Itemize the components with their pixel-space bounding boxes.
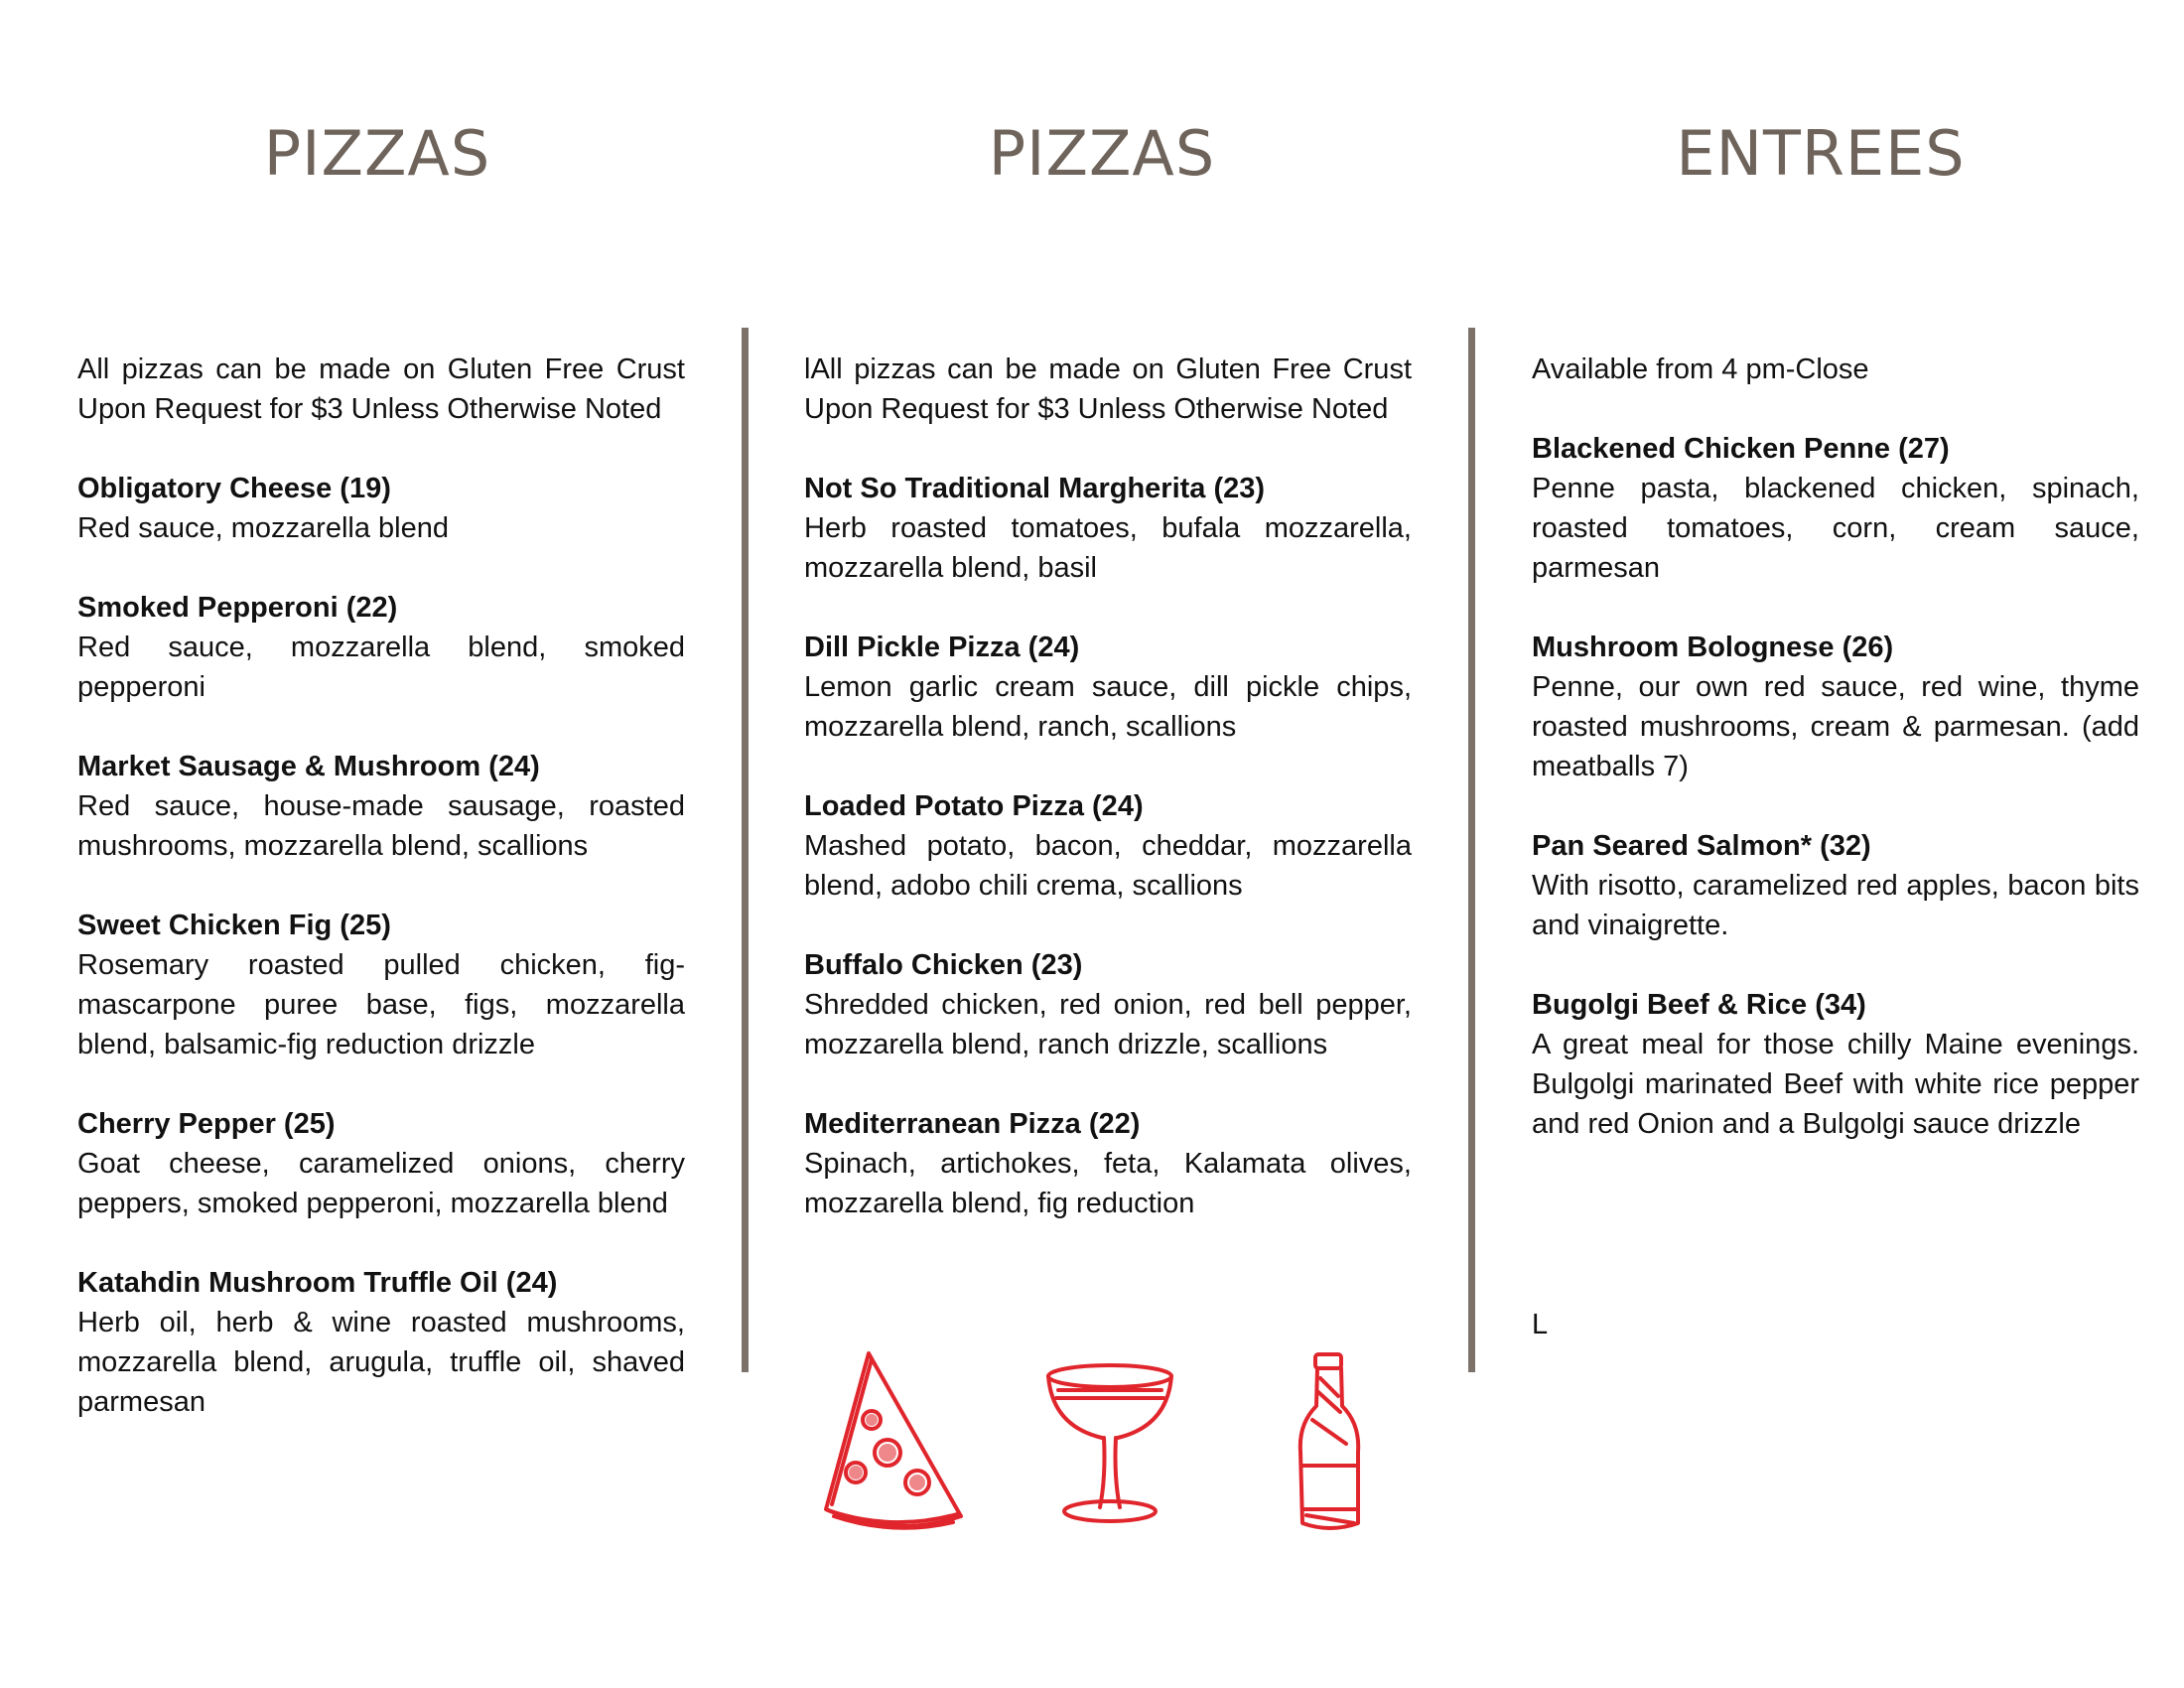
menu-item [77, 747, 685, 866]
menu-item-name: Smoked Pepperoni (22) [77, 592, 398, 624]
menu-item-name: Pan Seared Salmon* (32) [1532, 830, 1871, 862]
menu-item [804, 1104, 1412, 1223]
menu-item-desc: Shredded chicken, red onion, red bell pepper, mozzarella blend, ranch drizzle, scallions [804, 989, 1412, 1060]
menu-item-desc: Red sauce, house-made sausage, roasted mushrooms, mozzarella blend, scallions [77, 790, 685, 862]
menu-item-desc: Penne pasta, blackened chicken, spinach, roasted tomatoes, corn, cream sauce, parmesan [1532, 473, 2139, 584]
menu-item [804, 469, 1412, 588]
stray-letter: L [1532, 1309, 1549, 1340]
menu-item-name: Buffalo Chicken (23) [804, 949, 1083, 981]
menu-item-desc: Mashed potato, bacon, cheddar, mozzarella blend, adobo chili crema, scallions [804, 830, 1412, 902]
column-title-pizzas-2: PIZZAS [988, 117, 1216, 190]
menu-item-desc: Rosemary roasted pulled chicken, fig-mascarpone puree base, figs, mozzarella blend, balsamic-fig reduction drizzle [77, 949, 685, 1060]
pizza-slice-icon [814, 1345, 973, 1544]
menu-item [77, 469, 685, 548]
menu-column-pizzas-2 [804, 350, 1412, 1263]
cocktail-glass-icon [1040, 1358, 1179, 1527]
menu-item-desc: Herb oil, herb & wine roasted mushrooms, mozzarella blend, arugula, truffle oil, shaved parmesan [77, 1307, 685, 1418]
menu-item-name: Cherry Pepper (25) [77, 1108, 336, 1140]
availability-note: Available from 4 pm-Close [1532, 353, 1869, 385]
menu-item-desc: A great meal for those chilly Maine evenings. Bulgolgi marinated Beef with white rice pepper and red Onion and a Bulgolgi sauce drizzle [1532, 1029, 2139, 1140]
menu-item-name: Obligatory Cheese (19) [77, 473, 391, 504]
menu-item [1532, 429, 2139, 588]
menu-item-desc: Lemon garlic cream sauce, dill pickle chips, mozzarella blend, ranch, scallions [804, 671, 1412, 743]
menu-item-name: Katahdin Mushroom Truffle Oil (24) [77, 1267, 558, 1299]
menu-item-name: Blackened Chicken Penne (27) [1532, 433, 1950, 465]
menu-item-desc: Goat cheese, caramelized onions, cherry peppers, smoked pepperoni, mozzarella blend [77, 1148, 685, 1219]
menu-item [77, 1263, 685, 1422]
menu-item [77, 588, 685, 707]
menu-item-name: Mushroom Bolognese (26) [1532, 632, 1894, 663]
column-title-entrees: ENTREES [1676, 117, 1966, 190]
menu-column-entrees [1532, 350, 2139, 1184]
menu-item-name: Not So Traditional Margherita (23) [804, 473, 1266, 504]
menu-item [1532, 985, 2139, 1144]
gluten-free-note: lAll pizzas can be made on Gluten Free Crust Upon Request for $3 Unless Otherwise Noted [804, 353, 1412, 425]
gluten-free-note: All pizzas can be made on Gluten Free Crust Upon Request for $3 Unless Otherwise Noted [77, 353, 685, 425]
menu-item [1532, 826, 2139, 945]
column-divider-left [742, 328, 749, 1372]
menu-item-name: Dill Pickle Pizza (24) [804, 632, 1080, 663]
menu-item [804, 786, 1412, 906]
bottle-icon [1291, 1348, 1370, 1537]
menu-item [804, 628, 1412, 747]
menu-item-name: Market Sausage & Mushroom (24) [77, 751, 540, 782]
menu-item-desc: Red sauce, mozzarella blend, smoked pepperoni [77, 632, 685, 703]
menu-item [804, 945, 1412, 1064]
menu-item-desc: With risotto, caramelized red apples, bacon bits and vinaigrette. [1532, 870, 2139, 941]
menu-item [77, 1104, 685, 1223]
column-divider-right [1468, 328, 1475, 1372]
menu-item-name: Loaded Potato Pizza (24) [804, 790, 1144, 822]
menu-item [77, 906, 685, 1064]
menu-item-desc: Penne, our own red sauce, red wine, thyme roasted mushrooms, cream & parmesan. (add meatballs 7) [1532, 671, 2139, 782]
menu-column-pizzas-1 [77, 350, 685, 1462]
menu-item-desc: Spinach, artichokes, feta, Kalamata olives, mozzarella blend, fig reduction [804, 1148, 1412, 1219]
menu-item-name: Mediterranean Pizza (22) [804, 1108, 1141, 1140]
column-title-pizzas-1: PIZZAS [263, 117, 491, 190]
menu-item-desc: Red sauce, mozzarella blend [77, 512, 449, 544]
menu-item-name: Bugolgi Beef & Rice (34) [1532, 989, 1866, 1021]
menu-item-desc: Herb roasted tomatoes, bufala mozzarella, mozzarella blend, basil [804, 512, 1412, 584]
menu-item [1532, 628, 2139, 786]
menu-item-name: Sweet Chicken Fig (25) [77, 910, 391, 941]
